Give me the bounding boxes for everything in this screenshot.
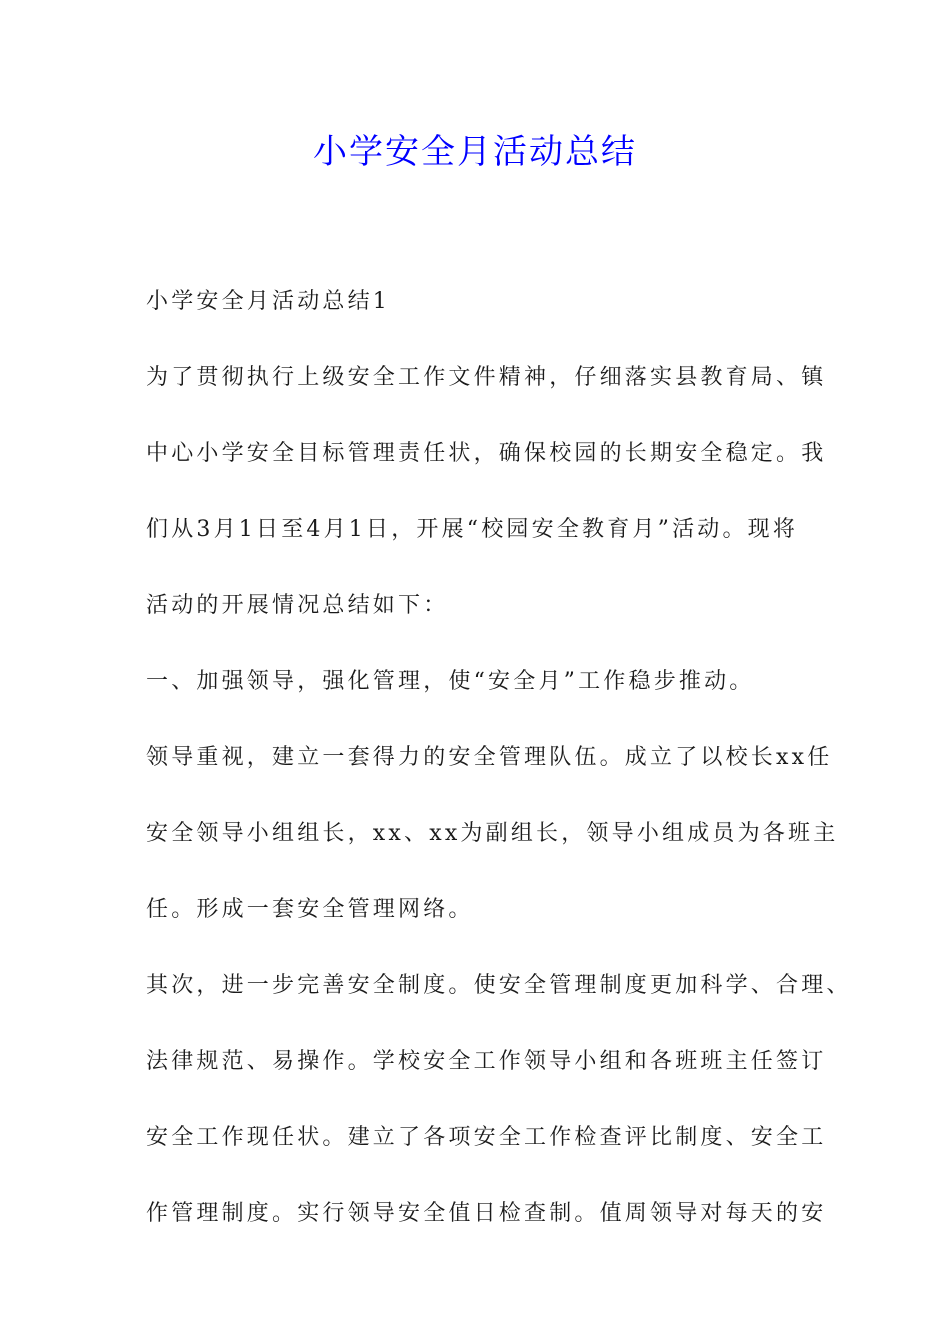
body-line: 们从3月1日至4月1日，开展“校园安全教育月”活动。现将: [146, 517, 799, 542]
document-title: 小学安全月活动总结: [313, 132, 637, 172]
body-line: 安全领导小组组长，xx、xx为副组长，领导小组成员为各班主: [146, 821, 839, 846]
body-line: 其次，进一步完善安全制度。使安全管理制度更加科学、合理、: [146, 973, 852, 998]
body-line: 任。形成一套安全管理网络。: [146, 897, 474, 922]
document-body: [146, 264, 852, 1252]
body-line: 领导重视，建立一套得力的安全管理队伍。成立了以校长xx任: [146, 745, 833, 770]
section-heading: 小学安全月活动总结1: [146, 289, 390, 314]
body-line: 安全工作现任状。建立了各项安全工作检查评比制度、安全工: [146, 1125, 827, 1150]
body-line: 为了贯彻执行上级安全工作文件精神，仔细落实县教育局、镇: [146, 365, 827, 390]
subsection-heading: 一、加强领导，强化管理，使“安全月”工作稳步推动。: [146, 669, 755, 694]
body-line: 中心小学安全目标管理责任状，确保校园的长期安全稳定。我: [146, 441, 827, 466]
body-line: 作管理制度。实行领导安全值日检查制。值周领导对每天的安: [146, 1201, 827, 1226]
body-line: 法律规范、易操作。学校安全工作领导小组和各班班主任签订: [146, 1049, 827, 1074]
body-line: 活动的开展情况总结如下：: [146, 593, 449, 618]
